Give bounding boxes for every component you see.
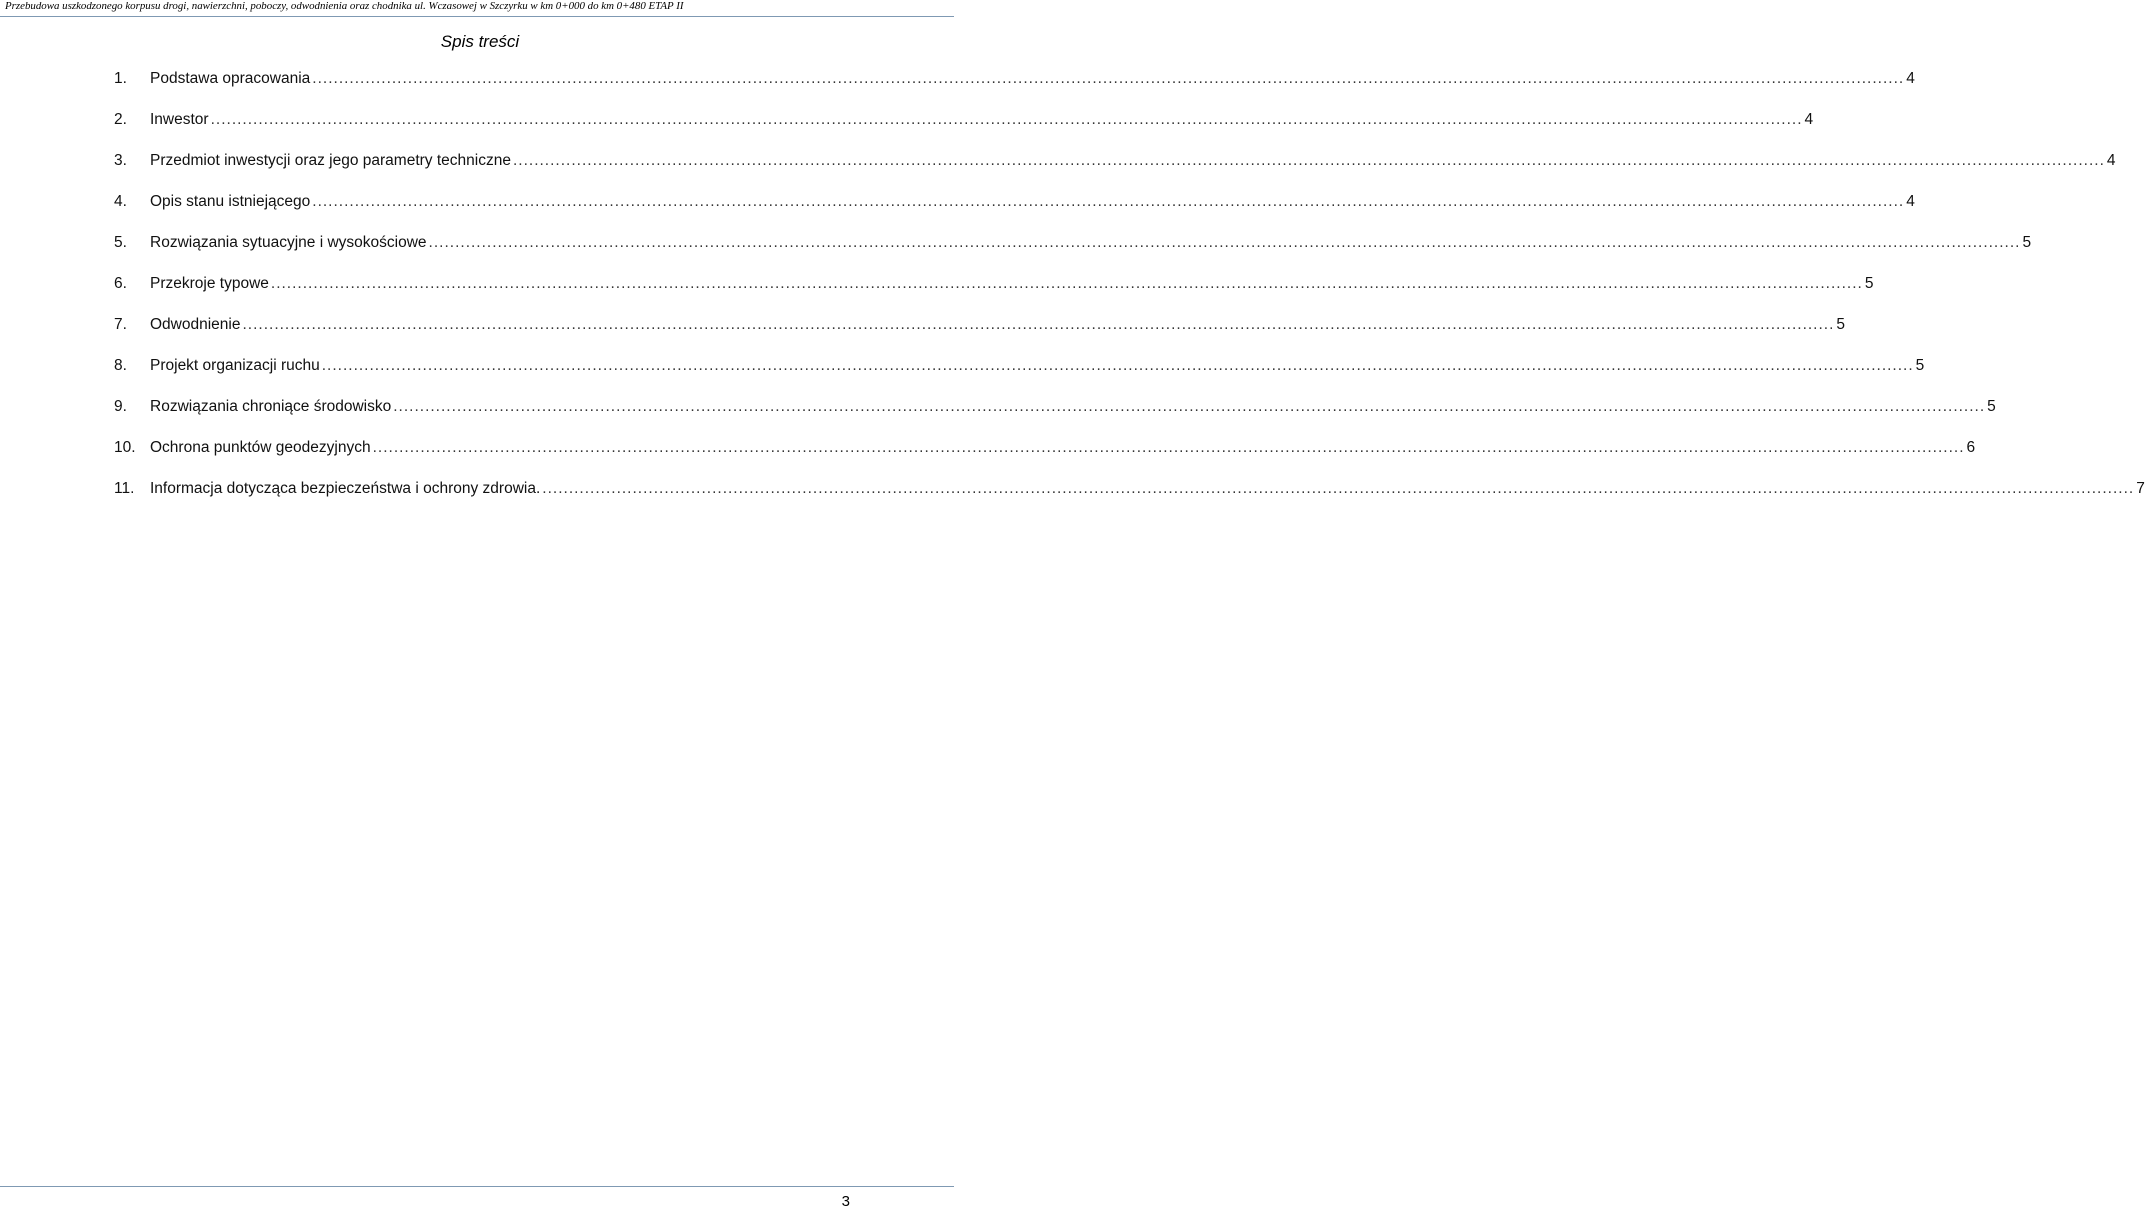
toc-entry[interactable] — [114, 437, 1976, 459]
toc-leader-dots: ............................................................................................................................................................................................................................................................................................................ — [393, 398, 1986, 415]
toc-entry-page: 4 — [2106, 152, 2116, 169]
toc-leader-dots: ............................................................................................................................................................................................................................................................................................................ — [242, 316, 1835, 333]
toc-title: Spis treści — [440, 32, 520, 51]
toc-entry-label: Ochrona punktów geodezyjnych — [150, 439, 371, 456]
toc-entry-number: 8. — [114, 357, 127, 374]
toc-leader-dots: ............................................................................................................................................................................................................................................................................................................ — [512, 152, 2105, 169]
toc-leader-dots: ............................................................................................................................................................................................................................................................................................................ — [321, 357, 1914, 374]
toc-entry-page: 5 — [1864, 275, 1874, 292]
toc-entry-label: Projekt organizacji ruchu — [150, 357, 320, 374]
toc-entry[interactable] — [114, 355, 1925, 377]
toc-entry-page: 5 — [1836, 316, 1846, 333]
toc-entry-label: Przekroje typowe — [150, 275, 269, 292]
toc-entry-label: Rozwiązania sytuacyjne i wysokościowe — [150, 234, 427, 251]
header-rule — [0, 16, 954, 17]
toc-leader-dots: ............................................................................................................................................................................................................................................................................................................ — [270, 275, 1863, 292]
toc-entry-page: 4 — [1804, 111, 1814, 128]
toc-entry[interactable] — [114, 68, 1915, 90]
toc-entry-number: 3. — [114, 152, 127, 169]
toc-entry[interactable] — [114, 232, 2032, 254]
toc-entry-label: Odwodnienie — [150, 316, 241, 333]
toc-leader-dots: ............................................................................................................................................................................................................................................................................................................ — [372, 439, 1965, 456]
toc-entry[interactable] — [114, 314, 1846, 336]
toc-entry[interactable] — [114, 191, 1915, 213]
page-number: 3 — [841, 1193, 850, 1210]
toc-entry-page: 5 — [2022, 234, 2032, 251]
toc-entry-number: 6. — [114, 275, 127, 292]
toc-entry-number: 2. — [114, 111, 127, 128]
footer-rule — [0, 1186, 954, 1187]
toc-entry-label: Podstawa opracowania — [150, 70, 311, 87]
toc-entry[interactable] — [114, 396, 1996, 418]
toc-entry[interactable] — [114, 109, 1814, 131]
toc-entry[interactable] — [114, 150, 2116, 172]
toc-leader-dots: ............................................................................................................................................................................................................................................................................................................ — [210, 111, 1803, 128]
toc-leader-dots: ............................................................................................................................................................................................................................................................................................................ — [312, 70, 1905, 87]
toc-entry-number: 10. — [114, 439, 136, 456]
toc-entry[interactable] — [114, 273, 1874, 295]
toc-leader-dots: ............................................................................................................................................................................................................................................................................................................ — [542, 480, 2135, 497]
toc-entry[interactable] — [114, 478, 2145, 500]
toc-entry-number: 11. — [114, 480, 135, 497]
toc-entry-label: Przedmiot inwestycji oraz jego parametry techniczne — [150, 152, 511, 169]
toc-entry-number: 1. — [114, 70, 127, 87]
running-header: Przebudowa uszkodzonego korpusu drogi, nawierzchni, poboczy, odwodnienia oraz chodnika ul. Wczasowej w Szczyrku w km 0+000 do km 0+480 ETAP II — [5, 0, 684, 12]
toc-entry-page: 4 — [1906, 193, 1915, 210]
toc-entry-label: Informacja dotycząca bezpieczeństwa i ochrony zdrowia. — [150, 480, 541, 497]
toc-entry-page: 4 — [1906, 70, 1915, 87]
toc-entry-label: Opis stanu istniejącego — [150, 193, 311, 210]
toc-entry-number: 4. — [114, 193, 127, 210]
toc-leader-dots: ............................................................................................................................................................................................................................................................................................................ — [312, 193, 1905, 210]
toc-entry-number: 5. — [114, 234, 127, 251]
toc-entry-page: 6 — [1966, 439, 1976, 456]
toc-entry-number: 9. — [114, 398, 127, 415]
toc-entry-page: 5 — [1915, 357, 1925, 374]
toc-entry-label: Rozwiązania chroniące środowisko — [150, 398, 392, 415]
toc-entry-label: Inwestor — [150, 111, 209, 128]
toc-entry-page: 5 — [1987, 398, 1996, 415]
toc-entry-page: 7 — [2136, 480, 2145, 497]
toc-leader-dots: ............................................................................................................................................................................................................................................................................................................ — [428, 234, 2021, 251]
toc-entry-number: 7. — [114, 316, 127, 333]
